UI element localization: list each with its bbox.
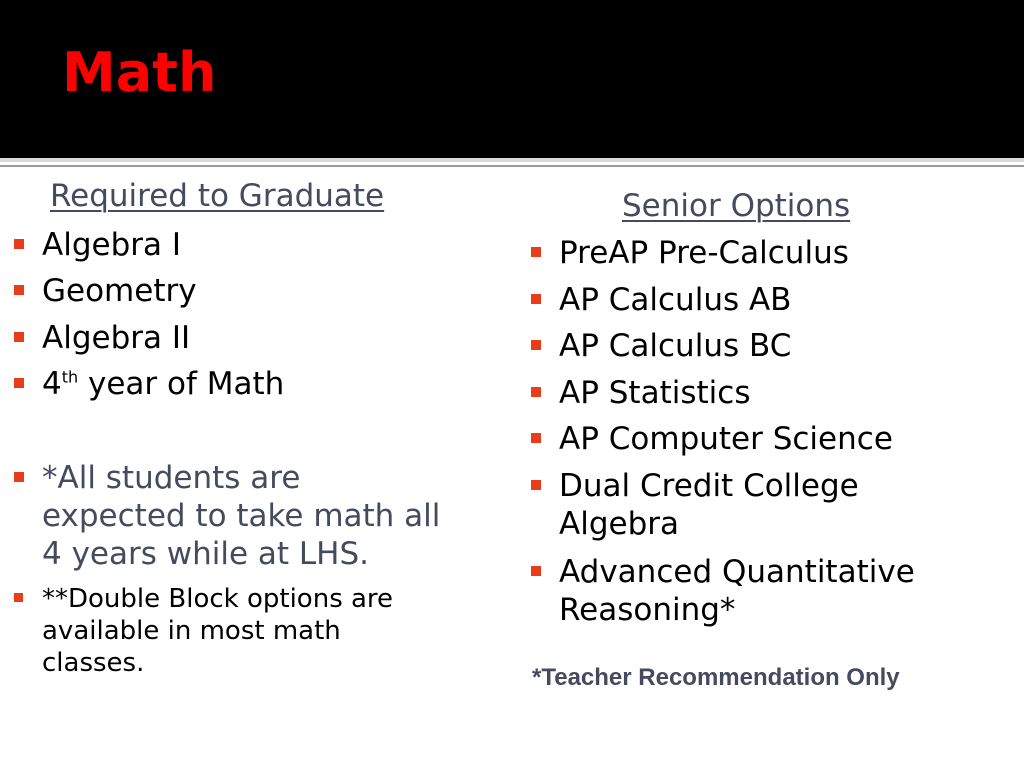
square-bullet-icon	[14, 472, 24, 482]
note-text: *All students are expected to take math all 4 years while at LHS.	[42, 460, 441, 572]
list-item-label: AP Computer Science	[559, 421, 893, 457]
square-bullet-icon	[531, 433, 541, 443]
ordinal-rest: year of Math	[78, 366, 285, 402]
list-item-label: PreAP Pre-Calculus	[559, 235, 849, 271]
square-bullet-icon	[531, 566, 541, 576]
required-heading: Required to Graduate	[50, 178, 385, 214]
list-item-label: AP Statistics	[559, 375, 751, 411]
title-divider-shadow	[0, 165, 1024, 167]
square-bullet-icon	[14, 285, 24, 295]
list-item-label	[42, 365, 284, 403]
title-divider	[0, 158, 1024, 162]
square-bullet-icon	[14, 239, 24, 249]
square-bullet-icon	[14, 332, 24, 342]
ordinal-number: 4	[42, 366, 62, 402]
senior-options-heading: Senior Options	[622, 188, 851, 224]
ordinal-suffix: th	[61, 367, 79, 387]
square-bullet-icon	[531, 480, 541, 490]
list-item-label: Geometry	[42, 273, 197, 309]
list-item-label: Dual Credit College Algebra	[559, 468, 859, 542]
list-item-label: AP Calculus BC	[559, 328, 792, 364]
list-item-label: Advanced Quantitative Reasoning*	[559, 554, 915, 628]
square-bullet-icon	[14, 378, 24, 388]
slide-title: Math	[62, 41, 217, 104]
list-item-label: Algebra I	[42, 227, 181, 263]
list-item-label: Algebra II	[42, 320, 191, 356]
square-bullet-icon	[531, 294, 541, 304]
square-bullet-icon	[531, 340, 541, 350]
note-text: **Double Block options are available in most math classes.	[42, 584, 394, 678]
teacher-recommendation-footnote: *Teacher Recommendation Only	[532, 664, 900, 691]
square-bullet-icon	[531, 247, 541, 257]
square-bullet-icon	[531, 387, 541, 397]
square-bullet-icon	[14, 593, 23, 602]
list-item-label: AP Calculus AB	[559, 282, 792, 318]
